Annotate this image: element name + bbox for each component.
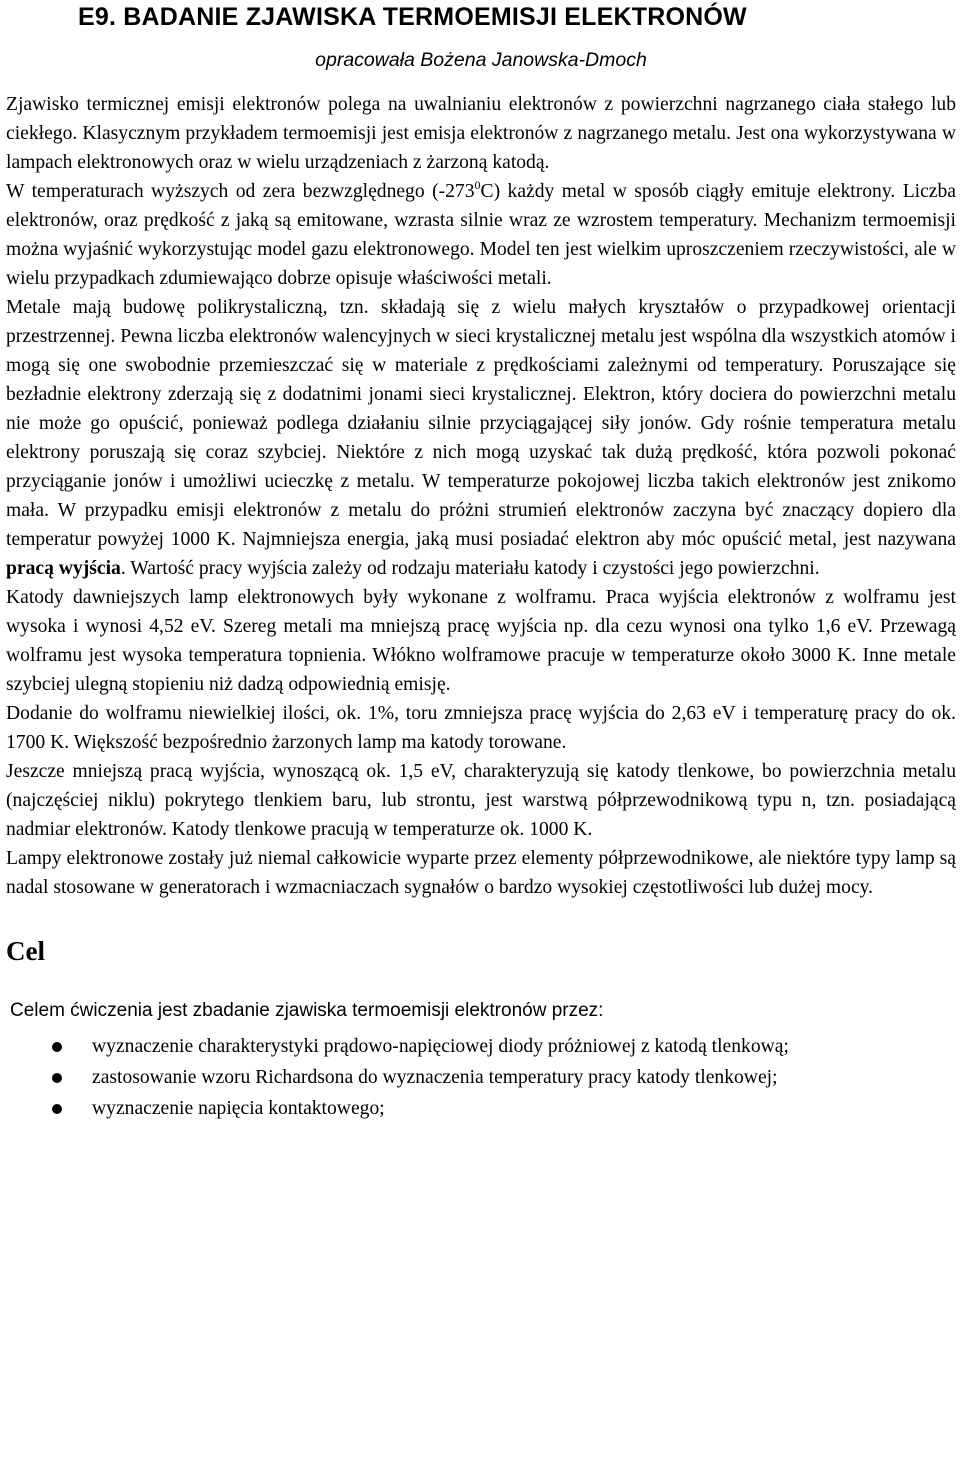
goal-item-text: zastosowanie wzoru Richardsona do wyznaczenia temperatury pracy katody tlenkowej; (92, 1067, 778, 1088)
paragraph-intro: Zjawisko termicznej emisji elektronów polega na uwalnianiu elektronów z powierzchni nagrzanego ciała stałego lub ciekłego. Klasycznym przykładem termoemisji jest emisja elektronów z nagrzanego metalu. Jest ona wykorzystywana w lampach elektronowych oraz w wielu urządzeniach z żarzoną katodą. (6, 94, 956, 173)
document-title: E9. BADANIE ZJAWISKA TERMOEMISJI ELEKTRONÓW (78, 3, 747, 31)
bullet-icon (52, 1073, 62, 1083)
document-page (6, 0, 956, 1125)
paragraph-oxide-cathodes: Jeszcze mniejszą pracą wyjścia, wynoszącą ok. 1,5 eV, charakteryzują się katody tlenkowe, bo powierzchnia metalu (najczęściej niklu) pokrytego tlenkiem baru, lub strontu, jest warstwą półprzewodnikową typu n, tzn. posiadającą nadmiar elektronów. Katody tlenkowe pracują w temperaturze ok. 1000 K. (6, 761, 956, 840)
bullet-icon (52, 1042, 62, 1052)
goal-list-item (6, 1063, 956, 1092)
degree-superscript: 0 (474, 178, 481, 192)
paragraph-metals (6, 293, 956, 583)
paragraph-vacuum-tubes: Lampy elektronowe zostały już niemal całkowicie wyparte przez elementy półprzewodnikowe, ale niektóre typy lamp są nadal stosowane w generatorach i wzmacniaczach sygnałów o bardzo wysokiej częstotliwości lub dużej mocy. (6, 848, 956, 898)
goal-item-text: wyznaczenie napięcia kontaktowego; (92, 1098, 385, 1119)
bullet-icon (52, 1104, 62, 1114)
goal-item-text: wyznaczenie charakterystyki prądowo-napięciowej diody próżniowej z katodą tlenkową; (92, 1036, 789, 1057)
goal-list-item (6, 1032, 956, 1061)
goal-list (6, 1032, 956, 1123)
document-author: opracowała Bożena Janowska-Dmoch (315, 49, 647, 71)
paragraph-metals-text-a: Metale mają budowę polikrystaliczną, tzn. składają się z wielu małych kryształów o przypadkowej orientacji przestrzennej. Pewna liczba elektronów walencyjnych w sieci krystalicznej metalu jest wspólna dla wszystkich atomów i mogą się one swobodnie przemieszczać się w materiale z prędkościami zależnymi od temperatury. Poruszające się bezładnie elektrony zderzają się z dodatnimi jonami sieci krystalicznej. Elektron, który dociera do powierzchni metalu nie może go opuścić, ponieważ podlega działaniu silnie przyciągającej siły jonów. Gdy rośnie temperatura metalu elektrony poruszają się coraz szybciej. Niektóre z nich mogą uzyskać tak dużą prędkość, która pozwoli pokonać przyciąganie jonów i umożliwi ucieczkę z metalu. W temperaturze pokojowej liczba takich elektronów jest znikomo mała. W przypadku emisji elektronów z metalu do próżni strumień elektronów zaczyna być znaczący dopiero dla temperatur powyżej 1000 K. Najmniejsza energia, jaką musi posiadać elektron aby móc opuścić metal, jest nazywana (6, 297, 956, 550)
goal-list-item (6, 1094, 956, 1123)
section-heading-goal: Cel (6, 936, 45, 966)
paragraph-temperature-text-a: W temperaturach wyższych od zera bezwzględnego (-273 (6, 181, 475, 202)
paragraph-tungsten: Katody dawniejszych lamp elektronowych były wykonane z wolframu. Praca wyjścia elektronów z wolframu jest wysoka i wynosi 4,52 eV. Szereg metali ma mniejszą pracę wyjścia np. dla cezu wynosi ona tylko 1,6 eV. Przewagą wolframu jest wysoka temperatura topnienia. Włókno wolframowe pracuje w temperaturze około 3000 K. Inne metale szybciej ulegną stopieniu niż dadzą odpowiednią emisję. (6, 587, 956, 695)
paragraph-thorium: Dodanie do wolframu niewielkiej ilości, ok. 1%, toru zmniejsza pracę wyjścia do 2,63 eV i temperaturę pracy do ok. 1700 K. Większość bezpośrednio żarzonych lamp ma katody torowane. (6, 703, 956, 753)
goal-intro: Celem ćwiczenia jest zbadanie zjawiska termoemisji elektronów przez: (10, 1000, 604, 1021)
paragraph-temperature (6, 177, 956, 293)
work-function-term: pracą wyjścia (6, 558, 121, 579)
paragraph-temperature-text-b: C) każdy metal w sposób ciągły emituje elektrony. Liczba elektronów, oraz prędkość z jaką są emitowane, wzrasta silnie wraz ze wzrostem temperatury. Mechanizm termoemisji można wyjaśnić wykorzystując model gazu elektronowego. Model ten jest wielkim uproszczeniem rzeczywistości, ale w wielu przypadkach zdumiewająco dobrze opisuje właściwości metali. (6, 181, 956, 289)
paragraph-metals-text-b: . Wartość pracy wyjścia zależy od rodzaju materiału katody i czystości jego powierzchni. (120, 558, 820, 579)
